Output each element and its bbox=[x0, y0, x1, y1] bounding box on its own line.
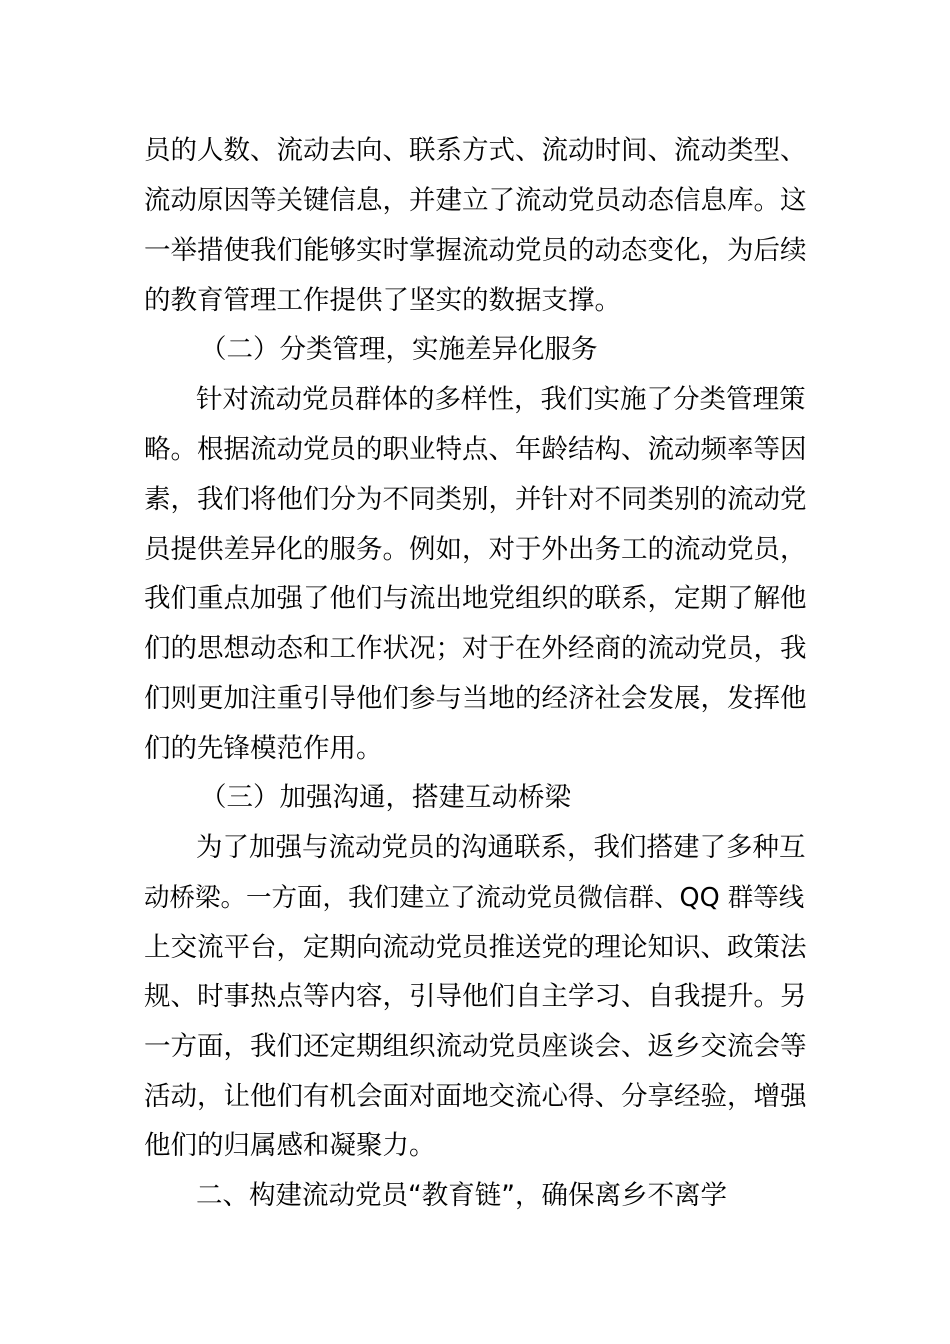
paragraph-line: 为了加强与流动党员的沟通联系，我们搭建了多种互 bbox=[196, 832, 806, 863]
paragraph-line: 们则更加注重引导他们参与当地的经济社会发展，发挥他 bbox=[144, 683, 807, 714]
paragraph-line: 动桥梁。一方面，我们建立了流动党员微信群、QQ 群等线 bbox=[144, 883, 805, 913]
paragraph-line: 员的人数、流动去向、联系方式、流动时间、流动类型、 bbox=[144, 135, 807, 166]
paragraph-line: 我们重点加强了他们与流出地党组织的联系，定期了解他 bbox=[144, 583, 807, 614]
paragraph-line: 略。根据流动党员的职业特点、年龄结构、流动频率等因 bbox=[144, 434, 807, 465]
paragraph-line: 针对流动党员群体的多样性，我们实施了分类管理策 bbox=[196, 384, 806, 415]
paragraph-line: 的教育管理工作提供了坚实的数据支撑。 bbox=[144, 285, 621, 316]
paragraph-line: 们的思想动态和工作状况；对于在外经商的流动党员，我 bbox=[144, 633, 807, 664]
paragraph-line: 员提供差异化的服务。例如，对于外出务工的流动党员， bbox=[144, 534, 807, 565]
paragraph-line: 规、时事热点等内容，引导他们自主学习、自我提升。另 bbox=[144, 981, 807, 1012]
paragraph-line: 上交流平台，定期向流动党员推送党的理论知识、政策法 bbox=[144, 932, 807, 963]
paragraph-line: 活动，让他们有机会面对面地交流心得、分享经验，增强 bbox=[144, 1081, 807, 1112]
section-heading-3: （三）加强沟通，搭建互动桥梁 bbox=[200, 782, 571, 813]
section-heading-2: （二）分类管理，实施差异化服务 bbox=[200, 334, 598, 365]
paragraph-line: 素，我们将他们分为不同类别，并针对不同类别的流动党 bbox=[144, 484, 807, 515]
chapter-heading-2: 二、构建流动党员“教育链”，确保离乡不离学 bbox=[196, 1180, 727, 1211]
paragraph-line: 们的先锋模范作用。 bbox=[144, 733, 383, 764]
paragraph-line: 一方面，我们还定期组织流动党员座谈会、返乡交流会等 bbox=[144, 1031, 807, 1062]
paragraph-line: 一举措使我们能够实时掌握流动党员的动态变化，为后续 bbox=[144, 235, 807, 266]
paragraph-line: 流动原因等关键信息，并建立了流动党员动态信息库。这 bbox=[144, 185, 807, 216]
paragraph-line: 他们的归属感和凝聚力。 bbox=[144, 1130, 436, 1161]
